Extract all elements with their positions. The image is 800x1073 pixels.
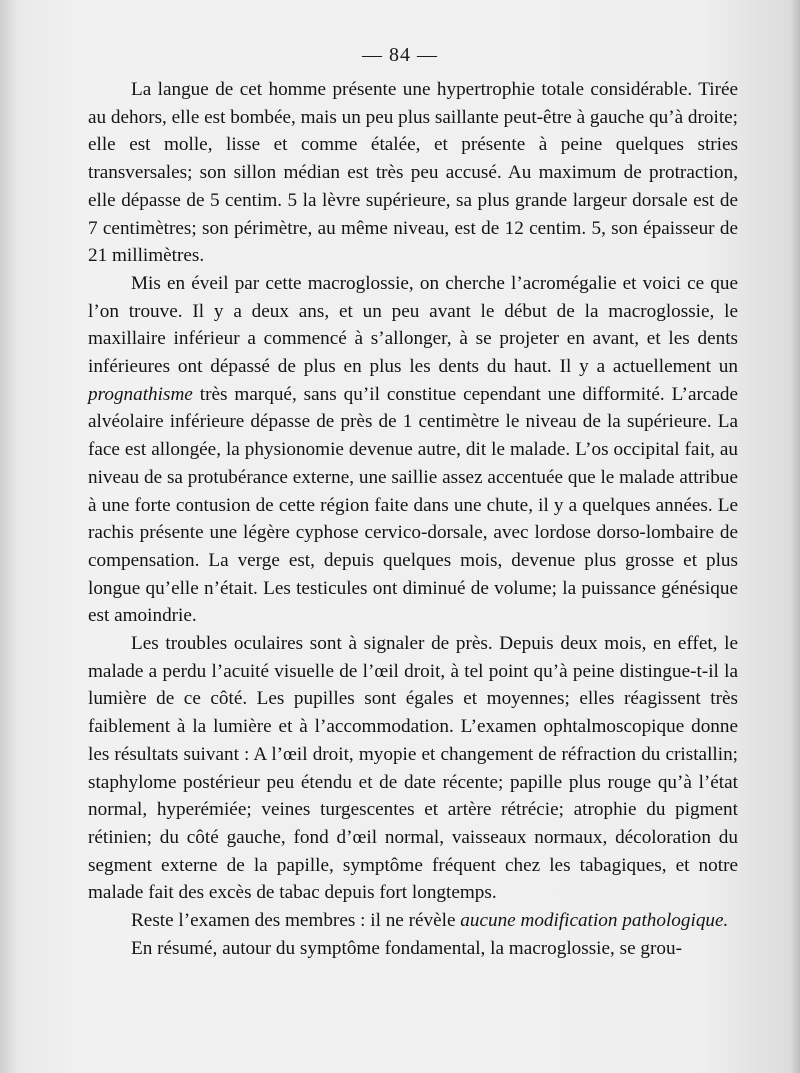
- paragraph-acromegaly-text-end: très marqué, sans qu’il constitue cependant une difformité. L’arcade alvéolaire inférieure dépasse de près de 1 centimètre le niveau de la supérieure. La face est allongée, la physionomie devenue autre, dit le malade. L’os occipital fait, au niveau de sa protubérance externe, une saillie assez accentuée que le malade attribue à une forte contusion de cette région faite dans une chute, il y a quelques années. Le rachis présente une légère cyphose cervico-dorsale, avec lordose dorso-lombaire de compensation. La verge est, depuis quelques mois, devenue plus grosse et plus longue qu’elle n’était. Les testicules ont diminué de volume; la puissance génésique est amoindrie.: [88, 383, 738, 627]
- body-text: [88, 76, 738, 963]
- paragraph-limbs-exam: [88, 907, 738, 935]
- paragraph-tongue-description: La langue de cet homme présente une hypertrophie totale considérable. Tirée au dehors, elle est bombée, mais un peu plus saillante peut-être à gauche qu’à droite; elle est molle, lisse et comme étalée, et présente à peine quelques stries transversales; son sillon médian est très peu accusé. Au maximum de protraction, elle dépasse de 5 centim. 5 la lèvre supérieure, sa plus grande largeur dorsale est de 7 centimètres; son périmètre, au même niveau, est de 12 centim. 5, son épaisseur de 21 millimètres.: [88, 79, 739, 267]
- paragraph-limbs-text: Reste l’examen des membres : il ne révèle: [131, 910, 461, 932]
- italic-term-prognathisme: prognathisme: [88, 383, 193, 405]
- page-number: — 84 —: [362, 44, 438, 66]
- paragraph-ocular-troubles: Les troubles oculaires sont à signaler de près. Depuis deux mois, en effet, le malade a perdu l’acuité visuelle de l’œil droit, à tel point qu’à peine distingue-t-il la lumière de ce côté. Les pupilles sont égales et moyennes; elles réagissent très faiblement à la lumière et à l’accommodation. L’examen ophtalmoscopique donne les résultats suivant : A l’œil droit, myopie et changement de réfraction du cristallin; staphylome postérieur peu étendu et de date récente; papille plus rouge qu’à l’état normal, hyperémiée; veines turgescentes et artère rétrécie; atrophie du pigment rétinien; du côté gauche, fond d’œil normal, vaisseaux normaux, décoloration du segment externe de la papille, symptôme fréquent chez les tabagiques, et notre malade fait des excès de tabac depuis fort longtemps.: [88, 633, 738, 904]
- paragraph-acromegaly-text-start: Mis en éveil par cette macroglossie, on cherche l’acromégalie et voici ce que l’on trouve. Il y a deux ans, et un peu avant le début de la macroglossie, le maxillaire inférieur a commencé à s’allonger, à se projeter en avant, et les dents inférieures ont dépassé de plus en plus les dents du haut. Il y a actuellement un: [88, 272, 738, 378]
- paragraph-summary: En résumé, autour du symptôme fondamental, la macroglossie, se grou-: [131, 937, 682, 959]
- italic-phrase-no-modification: aucune modification pathologique.: [460, 910, 729, 932]
- paragraph-acromegaly-findings: [88, 270, 738, 630]
